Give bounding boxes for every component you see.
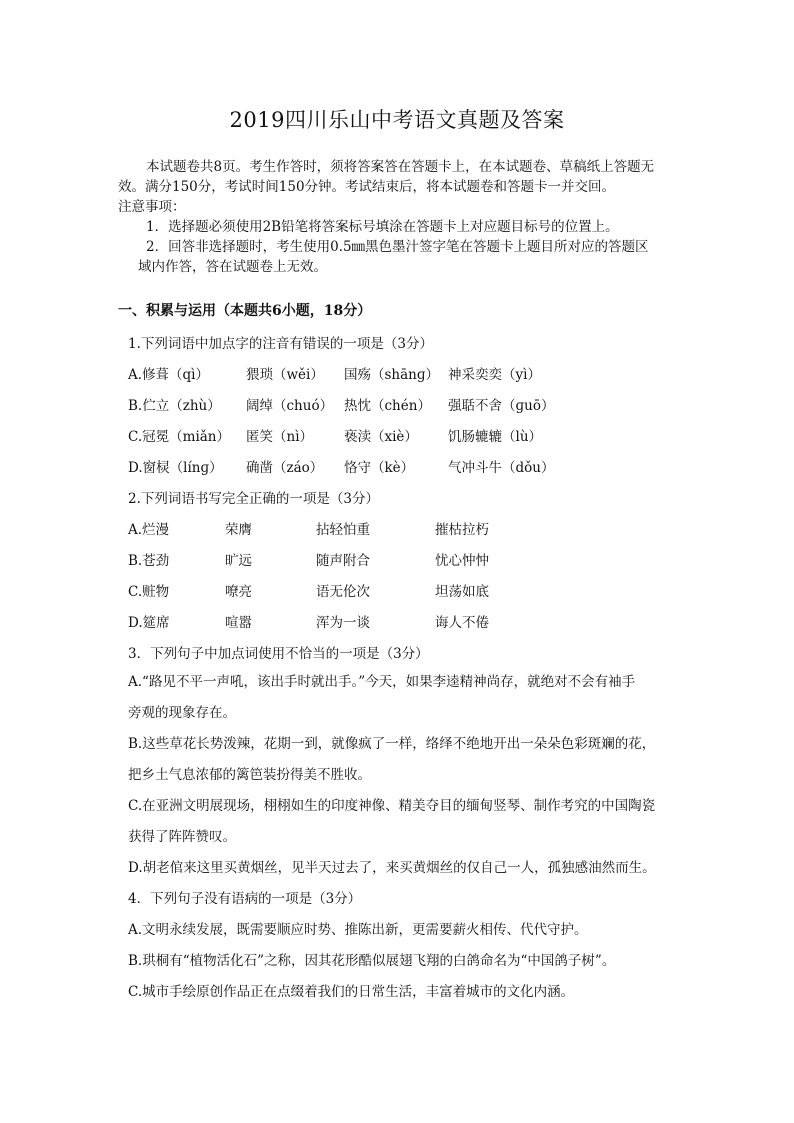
option-cell: 摧枯拉朽 (435, 522, 489, 538)
question-2-stem: 2.下列词语书写完全正确的一项是（3分） (128, 491, 379, 507)
option-cell: 气冲斗牛（dǒu） (448, 460, 555, 476)
option-cell: 阔绰（chuó） (246, 398, 334, 414)
notes-heading: 注意事项： (118, 199, 186, 215)
option-cell: B.苍劲 (128, 553, 170, 569)
option-cell: 忧心忡忡 (435, 553, 489, 569)
option-cell: 国殇（shānɡ） (344, 367, 440, 383)
question-3-options (128, 667, 668, 884)
option-cell: 嘹亮 (225, 584, 252, 600)
option-cell: D.窗棂（línɡ） (128, 460, 223, 476)
option-cell: 浑为一谈 (316, 615, 370, 631)
option-cell: A.修葺（qì） (128, 367, 209, 383)
q3-option-b-line2: 把乡土气息浓郁的篱笆装扮得美不胜收。 (128, 767, 371, 783)
option-cell: C.赃物 (128, 584, 170, 600)
page-title: 2019四川乐山中考语文真题及答案 (229, 108, 565, 132)
option-cell: C.冠冕（miǎn） (128, 429, 231, 445)
intro-paragraph: 本试题卷共8页。考生作答时，须将答案答在答题卡上，在本试题卷、草稿纸上答题无效。满分150分，考试时间150分钟。考试结束后，将本试题卷和答题卡一并交回。 (118, 159, 655, 195)
option-cell: 猥琐（wěi） (246, 367, 324, 383)
option-cell: 坦荡如底 (435, 584, 489, 600)
option-cell: A.烂漫 (128, 522, 170, 538)
option-cell: D.筵席 (128, 615, 170, 631)
option-cell: 随声附合 (316, 553, 370, 569)
q3-option-a-line2: 旁观的现象存在。 (128, 705, 236, 721)
q3-option-a-line1: A.“路见不平一声吼，该出手时就出手。”今天，如果李逵精神尚存，就绝对不会有袖手 (128, 674, 636, 690)
option-cell: 荣膺 (225, 522, 252, 538)
section-heading: 一、积累与运用（本题共6小题，18分） (118, 303, 372, 319)
option-cell: 饥肠辘辘（lù） (448, 429, 543, 445)
option-cell: 诲人不倦 (435, 615, 489, 631)
question-1-stem: 1.下列词语中加点字的注音有错误的一项是（3分） (128, 336, 433, 352)
question-4 (128, 884, 668, 1008)
option-cell: 确凿（záo） (246, 460, 324, 476)
q3-option-c-line2: 获得了阵阵赞叹。 (128, 829, 236, 845)
question-4-stem: 4．下列句子没有语病的一项是（3分） (128, 891, 362, 907)
q4-option-c: C.城市手绘原创作品正在点缀着我们的日常生活，丰富着城市的文化内涵。 (128, 984, 575, 1000)
option-cell: 语无伦次 (316, 584, 370, 600)
note-1: 1．选择题必须使用2B铅笔将答案标号填涂在答题卡上对应题目标号的位置上。 (146, 219, 619, 235)
note-2: 2．回答非选择题时，考生使用0.5㎜黑色墨汁签字笔在答题卡上题目所对应的答题区 (146, 239, 649, 255)
q4-option-a: A.文明永续发展，既需要顺应时势、推陈出新，更需要薪火相传、代代守护。 (128, 922, 588, 938)
option-cell: 亵渎（xiè） (344, 429, 418, 445)
option-cell: 拈轻怕重 (316, 522, 370, 538)
option-cell: 强聒不舍（ɡuō） (448, 398, 555, 414)
option-cell: 旷远 (225, 553, 252, 569)
q4-option-b: B.珙桐有“植物活化石”之称，因其花形酷似展翅飞翔的白鸽命名为“中国鸽子树”。 (128, 953, 616, 969)
q3-option-b-line1: B.这些草花长势泼辣，花期一到，就像疯了一样，络绎不绝地开出一朵朵色彩斑斓的花， (128, 736, 656, 752)
instructions (118, 157, 678, 277)
option-cell: B.伫立（zhù） (128, 398, 221, 414)
question-3-stem: 3．下列句子中加点词使用不恰当的一项是（3分） (128, 646, 429, 662)
q3-option-d: D.胡老倌来这里买黄烟丝，见半天过去了，来买黄烟丝的仅自己一人，孤独感油然而生。 (128, 860, 656, 876)
note-2-continued: 域内作答，答在试题卷上无效。 (138, 259, 327, 275)
option-cell: 匿笑（nì） (246, 429, 314, 445)
option-cell: 热忱（chén） (344, 398, 431, 414)
option-cell: 喧嚣 (225, 615, 252, 631)
q3-option-c-line1: C.在亚洲文明展现场，栩栩如生的印度神像、精美夺目的缅甸竖琴、制作考究的中国陶瓷 (128, 798, 656, 814)
option-cell: 恪守（kè） (344, 460, 415, 476)
option-cell: 神采奕奕（yì） (448, 367, 541, 383)
